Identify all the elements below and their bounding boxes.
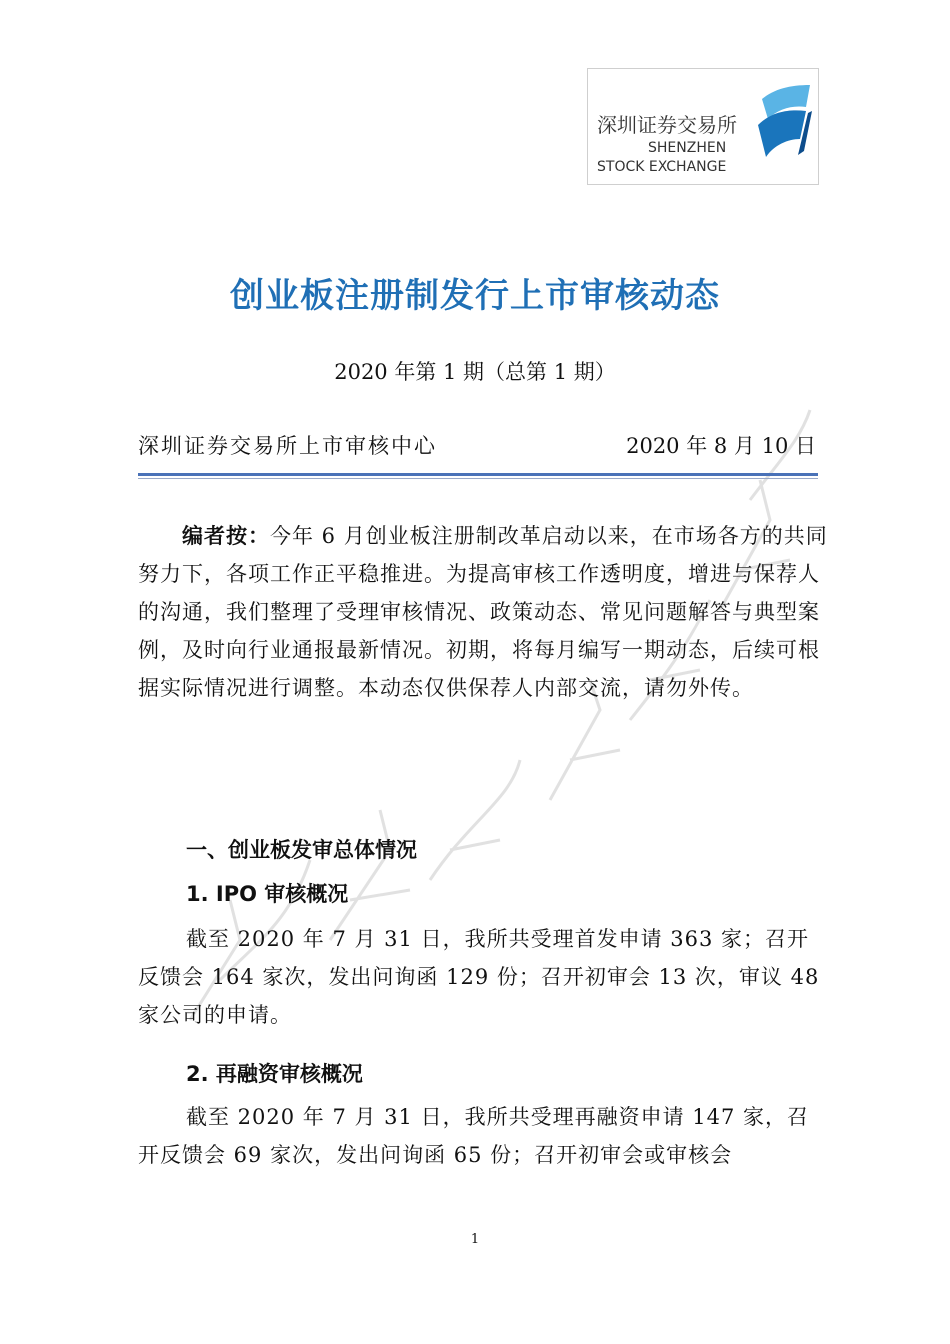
logo-name-cn: 深圳证券交易所 <box>597 113 737 137</box>
document-title: 创业板注册制发行上市审核动态 <box>230 276 720 316</box>
refinancing-overview-paragraph: 截至 2020 年 7 月 31 日，我所共受理再融资申请 147 家，召开反馈会 69 家次，发出问询函 65 份；召开初审会或审核会 <box>138 1105 810 1167</box>
section-heading-overview: 一、创业板发审总体情况 <box>186 838 417 862</box>
header-divider-thick <box>138 473 818 476</box>
exchange-logo <box>587 68 819 185</box>
issuing-organization: 深圳证券交易所上市审核中心 <box>138 434 437 458</box>
page-number: 1 <box>470 1232 480 1247</box>
logo-name-en-line1: SHENZHEN <box>648 140 727 156</box>
subsection-heading-ipo: 1. IPO 审核概况 <box>186 882 349 906</box>
ipo-overview-paragraph: 截至 2020 年 7 月 31 日，我所共受理首发申请 363 家；召开反馈会 164 家次，发出问询函 129 份；召开初审会 13 次，审议 48 家公司的申请。 <box>138 927 820 1027</box>
editor-note-label: 编者按： <box>182 524 270 548</box>
logo-mark-icon <box>756 81 814 159</box>
editor-note-text: 今年 6 月创业板注册制改革启动以来，在市场各方的共同努力下，各项工作正平稳推进。为提高审核工作透明度，增进与保荐人的沟通，我们整理了受理审核情况、政策动态、常见问题解答与典型案例，及时向行业通报最新情况。初期，将每月编写一期动态，后续可根据实际情况进行调整。本动态仅供保荐人内部交流，请勿外传。 <box>138 524 828 700</box>
issue-date: 2020 年 8 月 10 日 <box>626 434 816 458</box>
issue-number: 2020 年第 1 期（总第 1 期） <box>334 360 616 384</box>
header-divider-thin <box>138 478 818 479</box>
logo-name-en-line2: STOCK EXCHANGE <box>597 159 727 175</box>
subsection-heading-refinancing: 2. 再融资审核概况 <box>186 1062 363 1086</box>
editor-note-paragraph <box>138 517 828 707</box>
